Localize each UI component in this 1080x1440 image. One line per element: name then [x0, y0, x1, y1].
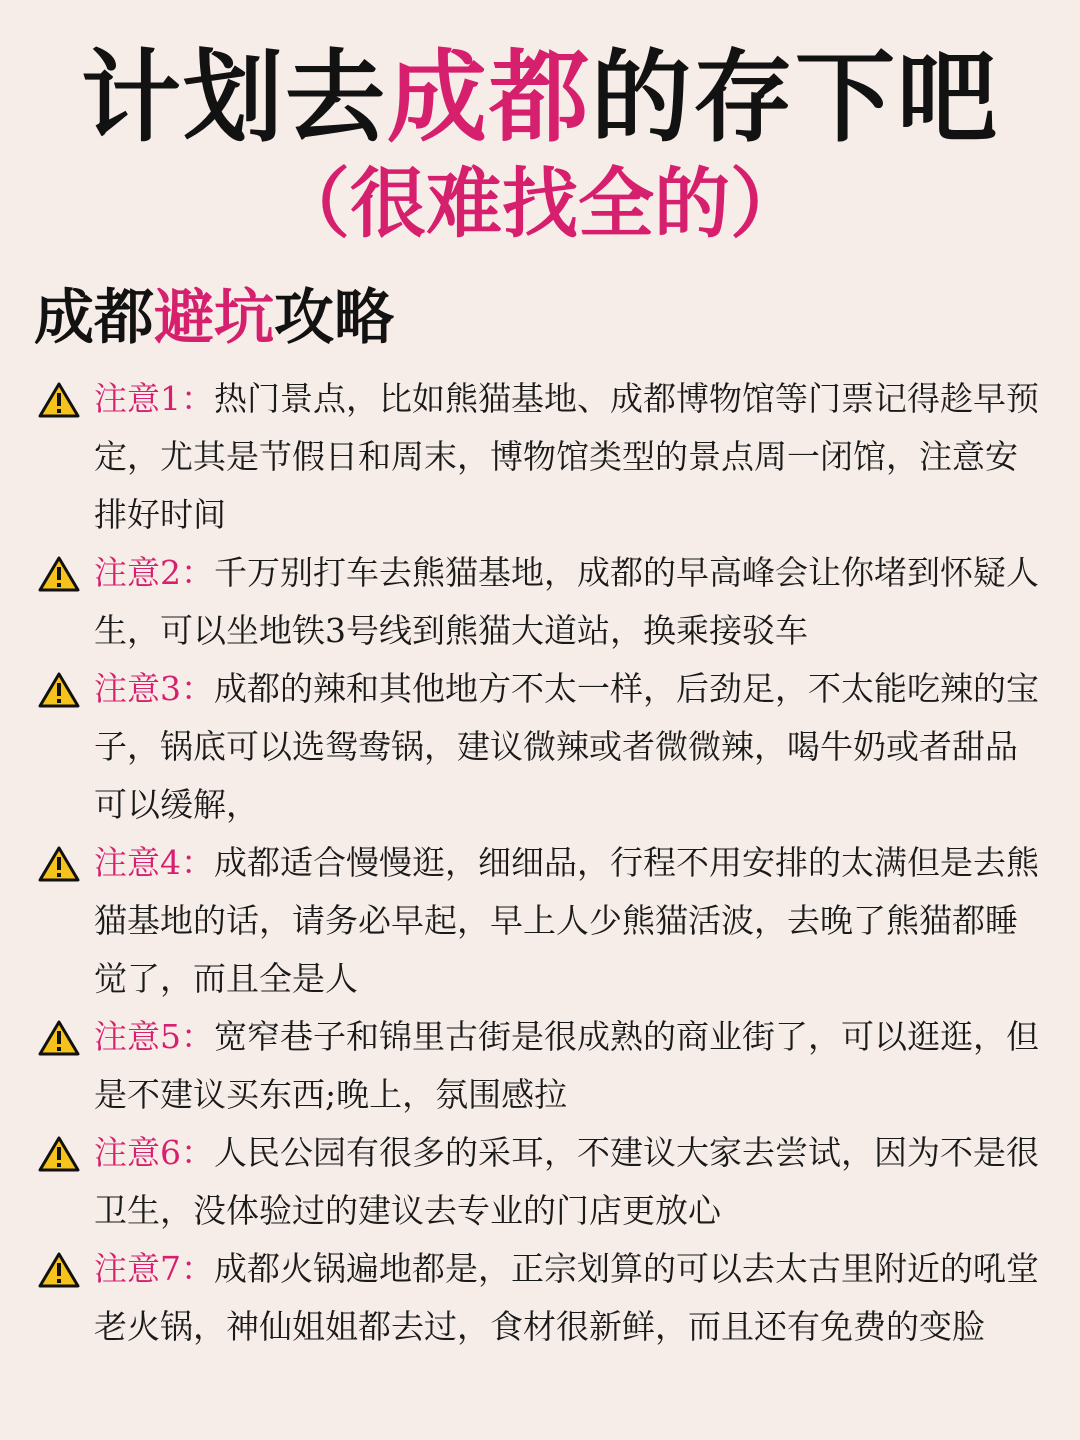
page-subtitle: （很难找全的） — [274, 159, 806, 248]
note-text: 千万别打车去熊猫基地，成都的早高峰会让你堵到怀疑人生，可以坐地铁3号线到熊猫大道站，换乘接驳车 — [94, 553, 1039, 650]
warning-triangle-icon — [38, 555, 80, 593]
note-text: 人民公园有很多的采耳，不建议大家去尝试，因为不是很卫生，没体验过的建议去专业的门店更放心 — [94, 1133, 1039, 1230]
warning-triangle-icon — [38, 671, 80, 709]
title-accent: 成都 — [387, 39, 591, 156]
section-heading-part-2: 攻略 — [274, 283, 394, 353]
note-item-3 — [36, 660, 1046, 834]
warning-triangle-icon — [38, 1019, 80, 1057]
title-part-2: 的存下吧 — [591, 39, 999, 156]
note-item-2 — [36, 544, 1046, 660]
note-text: 成都适合慢慢逛，细细品，行程不用安排的太满但是去熊猫基地的话，请务必早起，早上人少熊猫活波，去晚了熊猫都睡觉了，而且全是人 — [94, 843, 1039, 998]
warning-triangle-icon — [38, 845, 80, 883]
section-heading-part-1: 成都 — [34, 283, 154, 353]
warning-triangle-icon — [38, 381, 80, 419]
note-item-7 — [36, 1240, 1046, 1356]
page-title — [0, 38, 1080, 158]
warning-triangle-icon — [38, 1135, 80, 1173]
warning-triangle-icon — [38, 1251, 80, 1289]
note-label: 注意3： — [94, 669, 214, 708]
notes-list — [36, 370, 1046, 1356]
note-text: 热门景点，比如熊猫基地、成都博物馆等门票记得趁早预定，尤其是节假日和周末，博物馆类型的景点周一闭馆，注意安排好时间 — [94, 379, 1039, 534]
note-text: 成都的辣和其他地方不太一样，后劲足，不太能吃辣的宝子，锅底可以选鸳鸯锅，建议微辣或者微微辣，喝牛奶或者甜品可以缓解， — [94, 669, 1039, 824]
section-heading — [34, 280, 394, 356]
note-item-4 — [36, 834, 1046, 1008]
note-text: 宽窄巷子和锦里古街是很成熟的商业街了，可以逛逛，但是不建议买东西;晚上，氛围感拉 — [94, 1017, 1039, 1114]
section-heading-accent: 避坑 — [154, 283, 274, 353]
note-label: 注意4： — [94, 843, 214, 882]
note-text: 成都火锅遍地都是，正宗划算的可以去太古里附近的吼堂老火锅，神仙姐姐都去过，食材很新鲜，而且还有免费的变脸 — [94, 1249, 1039, 1346]
note-item-6 — [36, 1124, 1046, 1240]
note-label: 注意2： — [94, 553, 214, 592]
note-item-1 — [36, 370, 1046, 544]
title-part-1: 计划去 — [81, 39, 387, 156]
note-label: 注意7： — [94, 1249, 214, 1288]
note-label: 注意5： — [94, 1017, 214, 1056]
note-label: 注意6： — [94, 1133, 214, 1172]
note-label: 注意1： — [94, 379, 214, 418]
note-item-5 — [36, 1008, 1046, 1124]
